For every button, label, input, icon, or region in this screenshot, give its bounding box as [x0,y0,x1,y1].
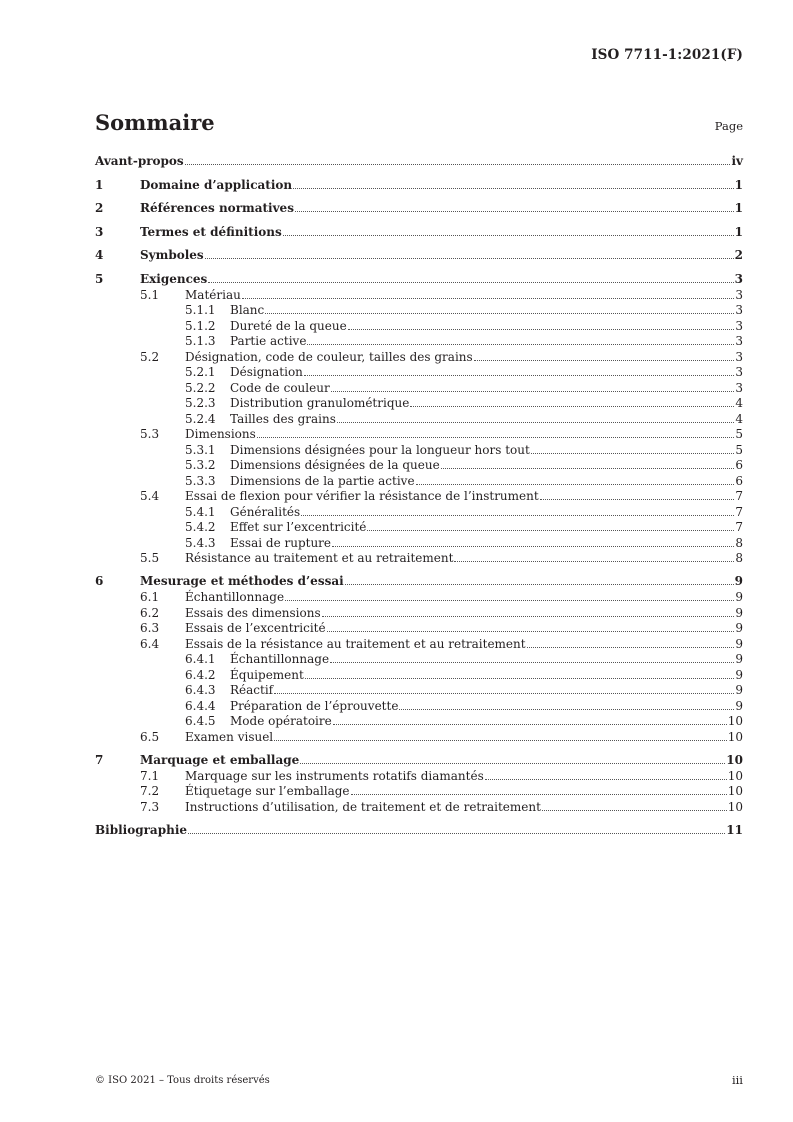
toc-entry[interactable] [95,489,743,505]
toc-leader-dots [293,188,734,189]
toc-leader-dots [345,584,734,585]
toc-entry-label: Résistance au traitement et au retraitement [185,551,454,565]
toc-entry-page: 10 [727,768,743,783]
toc-entry-label: Termes et définitions [140,224,282,239]
toc-entry-number: 6.3 [140,621,160,635]
toc-leader-dots [188,833,725,834]
toc-entry[interactable] [95,334,743,350]
toc-entry-label: Examen visuel [185,729,274,744]
toc-entry-number: 5.1.1 [185,303,216,317]
toc-entry-label: Dimensions de la partie active [230,473,415,488]
page-column-label: Page [714,119,743,133]
toc-entry[interactable] [95,248,743,264]
toc-entry-page: 9 [735,698,743,713]
toc-entry[interactable] [95,730,743,746]
toc-entry-number: 6 [95,574,104,588]
toc-entry-number: 6.4.5 [185,714,216,728]
toc-entry-number: 5.1.3 [185,334,216,348]
toc-entry[interactable] [95,551,743,567]
toc-entry-page: 1 [734,177,743,192]
toc-entry-label: Code de couleur [230,380,330,395]
toc-leader-dots [285,600,734,601]
toc-leader-dots [410,406,734,407]
toc-entry-page: 3 [735,287,743,302]
toc-entry[interactable] [95,668,743,684]
toc-entry-label: Dureté de la queue [230,318,347,333]
toc-entry-label: Domaine d’application [140,177,293,192]
toc-entry[interactable] [95,621,743,637]
toc-entry-label: Tailles des grains [230,411,336,426]
toc-entry-label: Symboles [140,248,204,262]
toc-entry-page: 9 [735,667,743,682]
toc-entry[interactable] [95,637,743,653]
toc-entry-number: 1 [95,177,104,192]
toc-entry-page: 7 [735,504,743,519]
toc-entry[interactable] [95,590,743,606]
toc-entry-label: Essai de rupture [230,535,332,550]
toc-leader-dots [485,779,727,780]
toc-entry-number: 6.1 [140,590,160,604]
toc-leader-dots [295,211,734,212]
toc-entry-page: 7 [735,520,743,534]
toc-entry-label: Dimensions désignées de la queue [230,458,440,472]
toc-leader-dots [531,453,735,454]
toc-entry-label: Essais de la résistance au traitement et au retraitement [185,636,526,651]
toc-entry[interactable] [95,520,743,536]
toc-leader-dots [322,616,735,617]
toc-leader-dots [305,678,735,679]
toc-entry-label: Dimensions [185,427,256,441]
toc-entry[interactable] [95,225,743,241]
toc-entry-label: Réactif [230,683,274,697]
toc-entry-number: 3 [95,224,104,239]
toc-entry[interactable] [95,443,743,459]
toc-entry-number: 5.4.2 [185,520,216,534]
toc-entry[interactable] [95,412,743,428]
toc-leader-dots [274,740,727,741]
toc-entry-number: 5.3.3 [185,473,216,488]
toc-leader-dots [283,235,734,236]
toc-entry-page: 4 [735,396,743,410]
toc-entry-number: 5.2 [140,349,160,364]
toc-leader-dots [454,561,734,562]
toc-entry-page: 9 [735,621,743,635]
toc-entry[interactable] [95,769,743,785]
toc-leader-dots [330,662,734,663]
toc-entry-page: 10 [727,784,743,798]
toc-entry-number: 6.4.1 [185,652,216,666]
toc-entry[interactable] [95,303,743,319]
table-of-contents [95,154,743,839]
toc-entry[interactable] [95,365,743,381]
toc-entry-label: Matériau [185,287,241,302]
toc-entry-page: 1 [734,224,743,239]
toc-leader-dots [527,647,735,648]
toc-entry-page: 1 [734,201,743,215]
toc-entry[interactable] [95,505,743,521]
toc-entry-label: Mode opératoire [230,714,332,728]
toc-entry-label: Essais de l’excentricité [185,621,326,635]
toc-leader-dots [542,810,727,811]
toc-leader-dots [441,468,735,469]
toc-entry-number: 6.4 [140,636,160,651]
toc-leader-dots [367,530,734,531]
toc-leader-dots [307,344,734,345]
toc-leader-dots [332,546,734,547]
toc-entry[interactable] [95,178,743,194]
toc-entry-label: Échantillonnage [230,652,330,666]
toc-entry[interactable] [95,154,743,170]
toc-entry[interactable] [95,396,743,412]
toc-leader-dots [327,631,735,632]
toc-entry-number: 5.2.4 [185,411,216,426]
toc-entry[interactable] [95,683,743,699]
toc-entry-number: 5.2.2 [185,380,216,395]
toc-entry-label: Essai de flexion pour vérifier la résistance de l’instrument [185,489,539,503]
toc-leader-dots [331,391,735,392]
toc-entry-number: 6.2 [140,605,160,620]
toc-entry-number: 5.2.1 [185,365,216,379]
toc-entry[interactable] [95,474,743,490]
toc-entry-label: Essais des dimensions [185,605,321,620]
toc-entry-number: 6.4.4 [185,698,216,713]
toc-entry[interactable] [95,606,743,622]
toc-leader-dots [474,360,735,361]
toc-entry-page: 9 [735,605,743,620]
toc-entry[interactable] [95,784,743,800]
toc-entry[interactable] [95,536,743,552]
toc-entry[interactable] [95,714,743,730]
toc-entry-label: Désignation [230,365,303,379]
toc-entry-label: Étiquetage sur l’emballage [185,784,350,798]
toc-entry-page: 3 [735,334,743,348]
toc-entry-label: Échantillonnage [185,590,285,604]
toc-leader-dots [208,282,733,283]
toc-entry-number: 5.3.1 [185,442,216,457]
toc-entry-page: 9 [735,683,743,697]
toc-entry[interactable] [95,319,743,335]
toc-entry-number: 2 [95,201,104,215]
toc-entry[interactable] [95,753,743,769]
toc-entry-number: 7 [95,752,104,767]
toc-entry-number: 5.4 [140,489,160,503]
toc-entry[interactable] [95,699,743,715]
toc-entry-number: 4 [95,248,104,262]
toc-entry-page: 2 [734,248,743,262]
toc-leader-dots [304,375,734,376]
toc-entry-page: 3 [735,380,743,395]
toc-entry-page: 3 [735,318,743,333]
toc-entry-page: 11 [726,822,743,837]
toc-entry-label: Distribution granulométrique [230,396,410,410]
toc-leader-dots [257,437,735,438]
toc-entry-page: 10 [727,729,743,744]
toc-entry-page: 3 [734,271,743,286]
toc-leader-dots [337,422,734,423]
toc-entry[interactable] [95,427,743,443]
toc-entry-label: Instructions d’utilisation, de traitement et de retraitement [185,799,541,814]
toc-entry-page: 4 [735,411,743,426]
toc-leader-dots [351,794,727,795]
toc-entry-number: 5.1.2 [185,318,216,333]
toc-entry-number: 5.5 [140,551,160,565]
toc-entry-page: 9 [735,636,743,651]
toc-entry-page: 3 [735,365,743,379]
toc-entry-page: 10 [727,714,743,728]
toc-entry-number: 6.5 [140,729,160,744]
toc-entry-page: 5 [735,427,743,441]
toc-entry-number: 5.1 [140,287,160,302]
toc-entry-number: 5.3.2 [185,458,216,472]
toc-entry-page: 7 [735,489,743,503]
toc-entry-page: 3 [735,303,743,317]
toc-entry-number: 5 [95,271,104,286]
toc-entry-page: 9 [734,574,743,588]
toc-entry-page: iv [731,154,743,168]
toc-entry-label: Préparation de l’éprouvette [230,698,399,713]
toc-entry[interactable] [95,288,743,304]
toc-leader-dots [274,693,734,694]
toc-entry-label: Références normatives [140,201,294,215]
toc-entry-label: Exigences [140,271,208,286]
toc-entry-page: 5 [735,442,743,457]
toc-entry-number: 7.2 [140,784,160,798]
toc-leader-dots [300,763,725,764]
toc-entry-label: Mesurage et méthodes d’essai [140,574,344,588]
footer-page-number: iii [731,1073,743,1087]
toc-entry-page: 6 [735,473,743,488]
toc-entry-number: 5.4.1 [185,504,216,519]
toc-entry[interactable] [95,381,743,397]
toc-entry-number: 5.3 [140,427,160,441]
toc-leader-dots [348,329,735,330]
toc-entry[interactable] [95,272,743,288]
document-id: ISO 7711-1:2021(F) [591,47,743,63]
toc-entry-page: 3 [735,349,743,364]
footer-copyright: © ISO 2021 – Tous droits réservés [95,1075,270,1086]
toc-entry-number: 5.4.3 [185,535,216,550]
toc-entry-label: Marquage sur les instruments rotatifs diamantés [185,768,484,783]
toc-entry-number: 7.3 [140,799,160,814]
page-title: Sommaire [95,110,215,135]
toc-entry-number: 7.1 [140,768,160,783]
toc-entry[interactable] [95,652,743,668]
toc-entry-label: Bibliographie [95,822,188,837]
toc-entry-label: Désignation, code de couleur, tailles des grains [185,349,473,364]
toc-leader-dots [205,258,734,259]
toc-entry-label: Dimensions désignées pour la longueur hors tout [230,442,530,457]
toc-entry[interactable] [95,800,743,816]
toc-entry-page: 10 [726,752,743,767]
toc-entry-label: Généralités [230,504,301,519]
toc-leader-dots [185,164,731,165]
toc-leader-dots [333,724,727,725]
toc-entry-label: Marquage et emballage [140,752,300,767]
toc-leader-dots [399,709,734,710]
toc-leader-dots [416,484,735,485]
toc-entry-label: Blanc [230,303,265,317]
toc-entry[interactable] [95,823,743,839]
toc-leader-dots [242,298,735,299]
toc-entry-page: 10 [727,799,743,814]
toc-entry-page: 6 [735,458,743,472]
toc-entry-label: Équipement [230,667,304,682]
toc-entry-label: Effet sur l’excentricité [230,520,367,534]
toc-entry-number: 5.2.3 [185,396,216,410]
toc-entry-number: 6.4.2 [185,667,216,682]
toc-entry-label: Partie active [230,334,307,348]
toc-entry-label: Avant-propos [95,154,184,168]
toc-entry-page: 9 [735,652,743,666]
toc-entry[interactable] [95,201,743,217]
toc-leader-dots [265,313,734,314]
toc-entry-page: 8 [735,551,743,565]
toc-entry[interactable] [95,350,743,366]
toc-entry[interactable] [95,574,743,590]
toc-entry[interactable] [95,458,743,474]
toc-entry-number: 6.4.3 [185,683,216,697]
toc-leader-dots [540,499,735,500]
toc-leader-dots [301,515,734,516]
toc-entry-page: 8 [735,535,743,550]
toc-entry-page: 9 [735,590,743,604]
